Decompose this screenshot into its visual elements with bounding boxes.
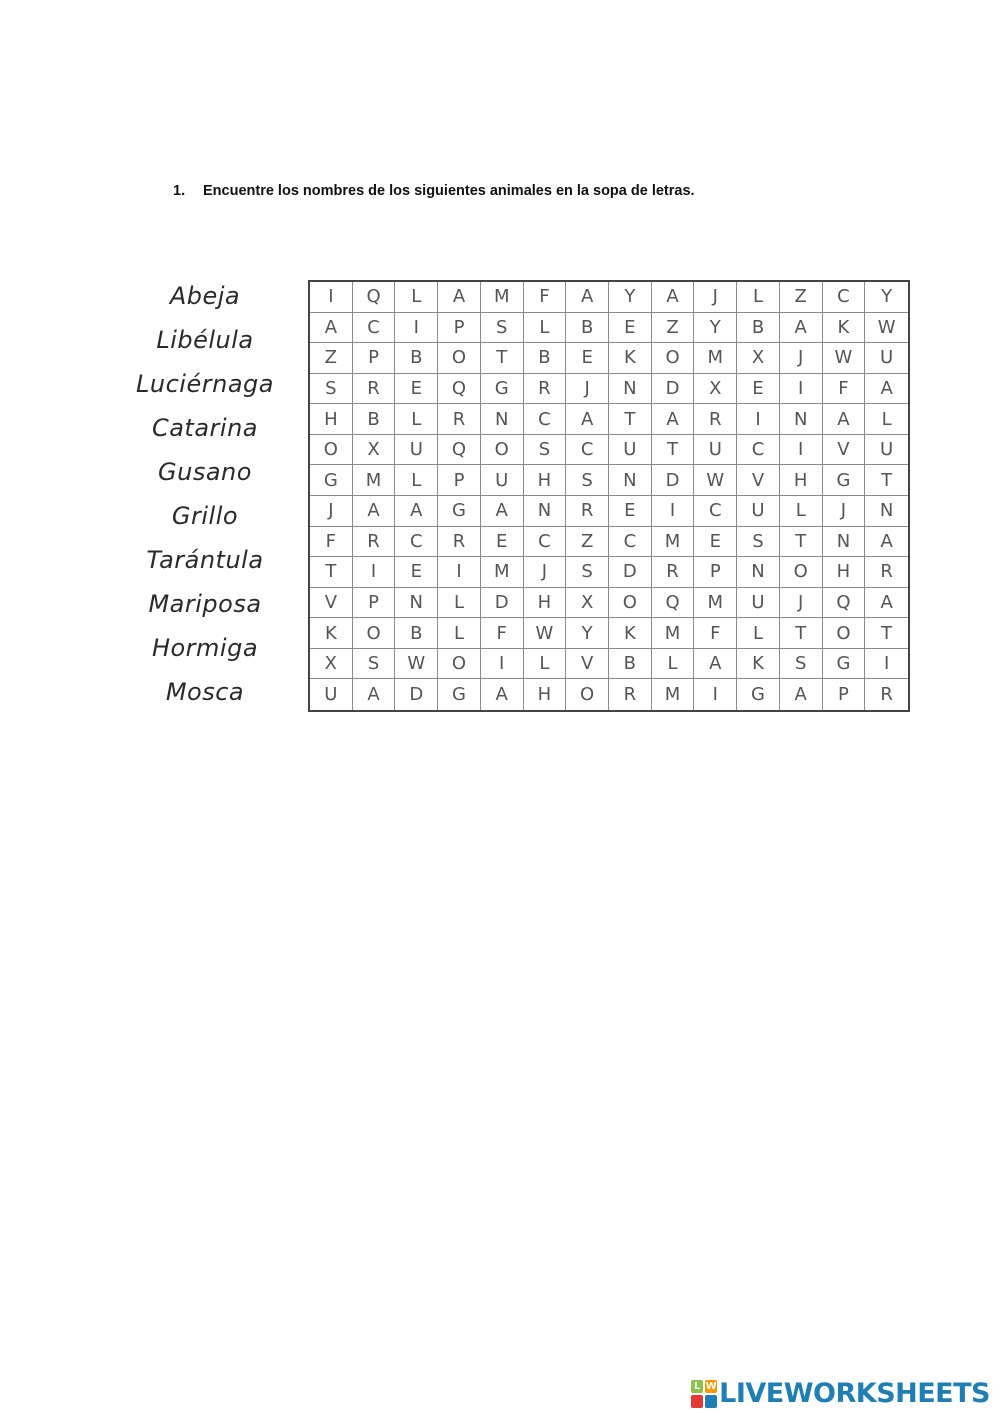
grid-cell[interactable]: A bbox=[566, 282, 609, 313]
grid-cell[interactable]: P bbox=[353, 588, 396, 619]
grid-cell[interactable]: Q bbox=[353, 282, 396, 313]
grid-cell[interactable]: A bbox=[694, 649, 737, 680]
grid-cell[interactable]: A bbox=[438, 282, 481, 313]
grid-cell[interactable]: I bbox=[481, 649, 524, 680]
grid-cell[interactable]: W bbox=[524, 618, 567, 649]
grid-cell[interactable]: V bbox=[310, 588, 353, 619]
grid-cell[interactable]: U bbox=[395, 435, 438, 466]
grid-cell[interactable]: O bbox=[310, 435, 353, 466]
grid-cell[interactable]: E bbox=[609, 496, 652, 527]
grid-cell[interactable]: U bbox=[481, 465, 524, 496]
grid-cell[interactable]: M bbox=[481, 282, 524, 313]
grid-cell[interactable]: X bbox=[694, 374, 737, 405]
grid-cell[interactable]: Y bbox=[566, 618, 609, 649]
grid-cell[interactable]: B bbox=[395, 618, 438, 649]
grid-cell[interactable]: O bbox=[609, 588, 652, 619]
grid-cell[interactable]: I bbox=[652, 496, 695, 527]
logo-text: LIVEWORKSHEETS bbox=[719, 1378, 990, 1409]
grid-cell[interactable]: U bbox=[865, 435, 908, 466]
liveworksheets-logo bbox=[691, 1378, 990, 1409]
grid-cell[interactable]: I bbox=[780, 374, 823, 405]
grid-cell[interactable]: J bbox=[566, 374, 609, 405]
grid-cell[interactable]: S bbox=[566, 557, 609, 588]
grid-cell[interactable]: B bbox=[609, 649, 652, 680]
grid-cell[interactable]: R bbox=[652, 557, 695, 588]
grid-cell[interactable]: U bbox=[609, 435, 652, 466]
grid-cell[interactable]: T bbox=[310, 557, 353, 588]
grid-cell[interactable]: M bbox=[694, 588, 737, 619]
grid-cell[interactable]: Y bbox=[694, 313, 737, 344]
grid-cell[interactable]: L bbox=[438, 618, 481, 649]
grid-cell[interactable]: A bbox=[865, 588, 908, 619]
grid-cell[interactable]: N bbox=[481, 404, 524, 435]
grid-cell[interactable]: A bbox=[652, 404, 695, 435]
grid-cell[interactable]: A bbox=[823, 404, 866, 435]
grid-cell[interactable]: M bbox=[652, 679, 695, 710]
grid-cell[interactable]: R bbox=[524, 374, 567, 405]
logo-mark-cell: W bbox=[705, 1380, 717, 1392]
grid-cell[interactable]: K bbox=[609, 343, 652, 374]
grid-cell[interactable]: M bbox=[694, 343, 737, 374]
word-item: Mosca bbox=[165, 678, 245, 706]
grid-cell[interactable]: C bbox=[395, 527, 438, 558]
grid-cell[interactable]: N bbox=[524, 496, 567, 527]
grid-cell[interactable]: J bbox=[780, 588, 823, 619]
grid-cell[interactable]: A bbox=[481, 496, 524, 527]
grid-cell[interactable]: K bbox=[823, 313, 866, 344]
grid-cell[interactable]: Q bbox=[652, 588, 695, 619]
grid-cell[interactable]: R bbox=[865, 557, 908, 588]
grid-cell[interactable]: M bbox=[481, 557, 524, 588]
grid-cell[interactable]: H bbox=[524, 588, 567, 619]
grid-cell[interactable]: S bbox=[780, 649, 823, 680]
grid-cell[interactable]: E bbox=[481, 527, 524, 558]
grid-cell[interactable]: S bbox=[310, 374, 353, 405]
grid-cell[interactable]: T bbox=[780, 527, 823, 558]
grid-cell[interactable]: A bbox=[652, 282, 695, 313]
grid-cell[interactable]: Z bbox=[566, 527, 609, 558]
grid-cell[interactable]: D bbox=[395, 679, 438, 710]
grid-cell[interactable]: T bbox=[609, 404, 652, 435]
word-item: Gusano bbox=[158, 458, 252, 486]
grid-cell[interactable]: A bbox=[353, 496, 396, 527]
grid-cell[interactable]: W bbox=[823, 343, 866, 374]
grid-cell[interactable]: Q bbox=[438, 374, 481, 405]
grid-cell[interactable]: E bbox=[694, 527, 737, 558]
grid-cell[interactable]: T bbox=[481, 343, 524, 374]
grid-cell[interactable]: G bbox=[438, 496, 481, 527]
grid-cell[interactable]: V bbox=[823, 435, 866, 466]
grid-cell[interactable]: C bbox=[524, 527, 567, 558]
grid-cell[interactable]: E bbox=[566, 343, 609, 374]
grid-cell[interactable]: I bbox=[438, 557, 481, 588]
grid-cell[interactable]: D bbox=[652, 465, 695, 496]
logo-mark-cell bbox=[705, 1395, 717, 1408]
grid-cell[interactable]: R bbox=[353, 527, 396, 558]
grid-cell[interactable]: E bbox=[737, 374, 780, 405]
grid-cell[interactable]: H bbox=[780, 465, 823, 496]
grid-cell[interactable]: N bbox=[737, 557, 780, 588]
grid-cell[interactable]: I bbox=[694, 679, 737, 710]
grid-cell[interactable]: N bbox=[395, 588, 438, 619]
grid-cell[interactable]: N bbox=[865, 496, 908, 527]
grid-cell[interactable]: V bbox=[737, 465, 780, 496]
grid-cell[interactable]: F bbox=[310, 527, 353, 558]
grid-cell[interactable]: A bbox=[353, 679, 396, 710]
grid-cell[interactable]: D bbox=[652, 374, 695, 405]
grid-cell[interactable]: G bbox=[823, 465, 866, 496]
grid-cell[interactable]: O bbox=[481, 435, 524, 466]
grid-cell[interactable]: N bbox=[823, 527, 866, 558]
grid-cell[interactable]: O bbox=[780, 557, 823, 588]
word-item: Abeja bbox=[169, 282, 241, 310]
grid-cell[interactable]: L bbox=[780, 496, 823, 527]
grid-cell[interactable]: W bbox=[694, 465, 737, 496]
grid-cell[interactable]: P bbox=[694, 557, 737, 588]
grid-cell[interactable]: I bbox=[865, 649, 908, 680]
word-item: Catarina bbox=[151, 414, 259, 442]
grid-cell[interactable]: E bbox=[395, 557, 438, 588]
word-search-grid bbox=[308, 280, 910, 712]
grid-cell[interactable]: P bbox=[438, 465, 481, 496]
grid-cell[interactable]: H bbox=[524, 465, 567, 496]
grid-cell[interactable]: M bbox=[652, 618, 695, 649]
grid-cell[interactable]: L bbox=[737, 282, 780, 313]
grid-cell[interactable]: G bbox=[823, 649, 866, 680]
grid-cell[interactable]: J bbox=[694, 282, 737, 313]
grid-cell[interactable]: Z bbox=[652, 313, 695, 344]
grid-cell[interactable]: O bbox=[438, 649, 481, 680]
grid-cell[interactable]: A bbox=[566, 404, 609, 435]
word-item: Mariposa bbox=[148, 590, 262, 618]
grid-cell[interactable]: L bbox=[524, 649, 567, 680]
grid-cell[interactable]: L bbox=[524, 313, 567, 344]
grid-cell[interactable]: N bbox=[780, 404, 823, 435]
grid-cell[interactable]: C bbox=[353, 313, 396, 344]
grid-cell[interactable]: C bbox=[694, 496, 737, 527]
word-item: Luciérnaga bbox=[136, 370, 274, 398]
grid-cell[interactable]: R bbox=[438, 404, 481, 435]
grid-cell[interactable]: A bbox=[395, 496, 438, 527]
grid-cell[interactable]: F bbox=[524, 282, 567, 313]
grid-cell[interactable]: I bbox=[737, 404, 780, 435]
grid-cell[interactable]: M bbox=[652, 527, 695, 558]
grid-cell[interactable]: G bbox=[737, 679, 780, 710]
word-item: Grillo bbox=[171, 502, 239, 530]
grid-cell[interactable]: B bbox=[524, 343, 567, 374]
instruction-text: Encuentre los nombres de los siguientes animales en la sopa de letras. bbox=[203, 183, 695, 199]
grid-cell[interactable]: G bbox=[481, 374, 524, 405]
grid-cell[interactable]: B bbox=[566, 313, 609, 344]
logo-mark-cell bbox=[691, 1395, 703, 1408]
grid-cell[interactable]: L bbox=[438, 588, 481, 619]
grid-cell[interactable]: S bbox=[353, 649, 396, 680]
grid-cell[interactable]: S bbox=[524, 435, 567, 466]
grid-cell[interactable]: O bbox=[823, 618, 866, 649]
grid-cell[interactable]: C bbox=[609, 527, 652, 558]
grid-cell[interactable]: B bbox=[353, 404, 396, 435]
grid-cell[interactable]: O bbox=[353, 618, 396, 649]
grid-cell[interactable]: I bbox=[353, 557, 396, 588]
grid-cell[interactable]: R bbox=[694, 404, 737, 435]
grid-cell[interactable]: F bbox=[694, 618, 737, 649]
grid-cell[interactable]: A bbox=[780, 679, 823, 710]
grid-cell[interactable]: B bbox=[737, 313, 780, 344]
grid-cell[interactable]: Y bbox=[865, 282, 908, 313]
grid-cell[interactable]: S bbox=[481, 313, 524, 344]
grid-cell[interactable]: A bbox=[865, 374, 908, 405]
grid-cell[interactable]: R bbox=[609, 679, 652, 710]
grid-cell[interactable]: J bbox=[310, 496, 353, 527]
grid-cell[interactable]: K bbox=[310, 618, 353, 649]
grid-cell[interactable]: R bbox=[353, 374, 396, 405]
grid-cell[interactable]: N bbox=[609, 374, 652, 405]
grid-cell[interactable]: L bbox=[395, 465, 438, 496]
grid-cell[interactable]: W bbox=[395, 649, 438, 680]
grid-cell[interactable]: H bbox=[524, 679, 567, 710]
grid-cell[interactable]: I bbox=[780, 435, 823, 466]
grid-cell[interactable]: B bbox=[395, 343, 438, 374]
grid-cell[interactable]: Q bbox=[438, 435, 481, 466]
grid-cell[interactable]: L bbox=[737, 618, 780, 649]
grid-cell[interactable]: D bbox=[481, 588, 524, 619]
grid-cell[interactable]: S bbox=[566, 465, 609, 496]
grid-cell[interactable]: A bbox=[780, 313, 823, 344]
grid-cell[interactable]: J bbox=[524, 557, 567, 588]
grid-cell[interactable]: K bbox=[737, 649, 780, 680]
grid-cell[interactable]: L bbox=[865, 404, 908, 435]
instruction-number: 1. bbox=[173, 183, 186, 199]
logo-mark-cell: L bbox=[691, 1380, 703, 1393]
grid-cell[interactable]: V bbox=[566, 649, 609, 680]
logo-mark-icon bbox=[691, 1380, 717, 1408]
grid-cell[interactable]: O bbox=[438, 343, 481, 374]
grid-cell[interactable]: F bbox=[481, 618, 524, 649]
grid-cell[interactable]: R bbox=[566, 496, 609, 527]
grid-cell[interactable]: F bbox=[823, 374, 866, 405]
grid-cell[interactable]: J bbox=[823, 496, 866, 527]
grid-cell[interactable]: Z bbox=[780, 282, 823, 313]
grid-cell[interactable]: E bbox=[395, 374, 438, 405]
grid-cell[interactable]: L bbox=[652, 649, 695, 680]
grid-cell[interactable]: Q bbox=[823, 588, 866, 619]
grid-cell[interactable]: Y bbox=[609, 282, 652, 313]
grid-cell[interactable]: H bbox=[823, 557, 866, 588]
grid-cell[interactable]: X bbox=[353, 435, 396, 466]
grid-cell[interactable]: C bbox=[823, 282, 866, 313]
grid-cell[interactable]: U bbox=[694, 435, 737, 466]
word-item: Hormiga bbox=[151, 634, 259, 662]
grid-cell[interactable]: T bbox=[865, 618, 908, 649]
word-item: Libélula bbox=[156, 326, 254, 354]
grid-cell[interactable]: A bbox=[310, 313, 353, 344]
grid-cell[interactable]: J bbox=[780, 343, 823, 374]
grid-cell[interactable]: H bbox=[310, 404, 353, 435]
grid-cell[interactable]: N bbox=[609, 465, 652, 496]
grid-cell[interactable]: U bbox=[865, 343, 908, 374]
grid-cell[interactable]: Z bbox=[310, 343, 353, 374]
grid-cell[interactable]: C bbox=[566, 435, 609, 466]
grid-cell[interactable]: X bbox=[310, 649, 353, 680]
grid-cell[interactable]: G bbox=[438, 679, 481, 710]
grid-cell[interactable]: C bbox=[524, 404, 567, 435]
grid-cell[interactable]: X bbox=[737, 343, 780, 374]
grid-cell[interactable]: T bbox=[780, 618, 823, 649]
grid-cell[interactable]: T bbox=[865, 465, 908, 496]
word-item: Tarántula bbox=[146, 546, 264, 574]
grid-cell[interactable]: W bbox=[865, 313, 908, 344]
grid-cell[interactable]: I bbox=[310, 282, 353, 313]
grid-cell[interactable]: P bbox=[438, 313, 481, 344]
grid-cell[interactable]: S bbox=[737, 527, 780, 558]
instruction bbox=[173, 183, 695, 199]
grid-cell[interactable]: K bbox=[609, 618, 652, 649]
grid-cell[interactable]: R bbox=[438, 527, 481, 558]
grid-cell[interactable]: T bbox=[652, 435, 695, 466]
grid-cell[interactable]: R bbox=[880, 684, 893, 706]
grid-cell[interactable]: U bbox=[310, 679, 353, 710]
grid-cell[interactable]: G bbox=[310, 465, 353, 496]
grid-cell[interactable]: O bbox=[566, 679, 609, 710]
grid-cell[interactable]: P bbox=[353, 343, 396, 374]
word-list bbox=[125, 279, 285, 719]
grid-cell[interactable]: C bbox=[737, 435, 780, 466]
grid-cell[interactable]: A bbox=[481, 679, 524, 710]
grid-cell[interactable]: U bbox=[737, 496, 780, 527]
grid-cell[interactable]: I bbox=[395, 313, 438, 344]
grid-cell[interactable]: M bbox=[353, 465, 396, 496]
grid-cell[interactable]: A bbox=[865, 527, 908, 558]
grid-cell[interactable]: D bbox=[609, 557, 652, 588]
grid-cell[interactable]: U bbox=[737, 588, 780, 619]
grid-cell[interactable]: E bbox=[609, 313, 652, 344]
grid-cell[interactable]: X bbox=[566, 588, 609, 619]
grid-cell[interactable]: L bbox=[395, 282, 438, 313]
grid-cell[interactable]: P bbox=[823, 679, 866, 710]
grid-cell[interactable]: O bbox=[652, 343, 695, 374]
grid-cell[interactable]: L bbox=[395, 404, 438, 435]
